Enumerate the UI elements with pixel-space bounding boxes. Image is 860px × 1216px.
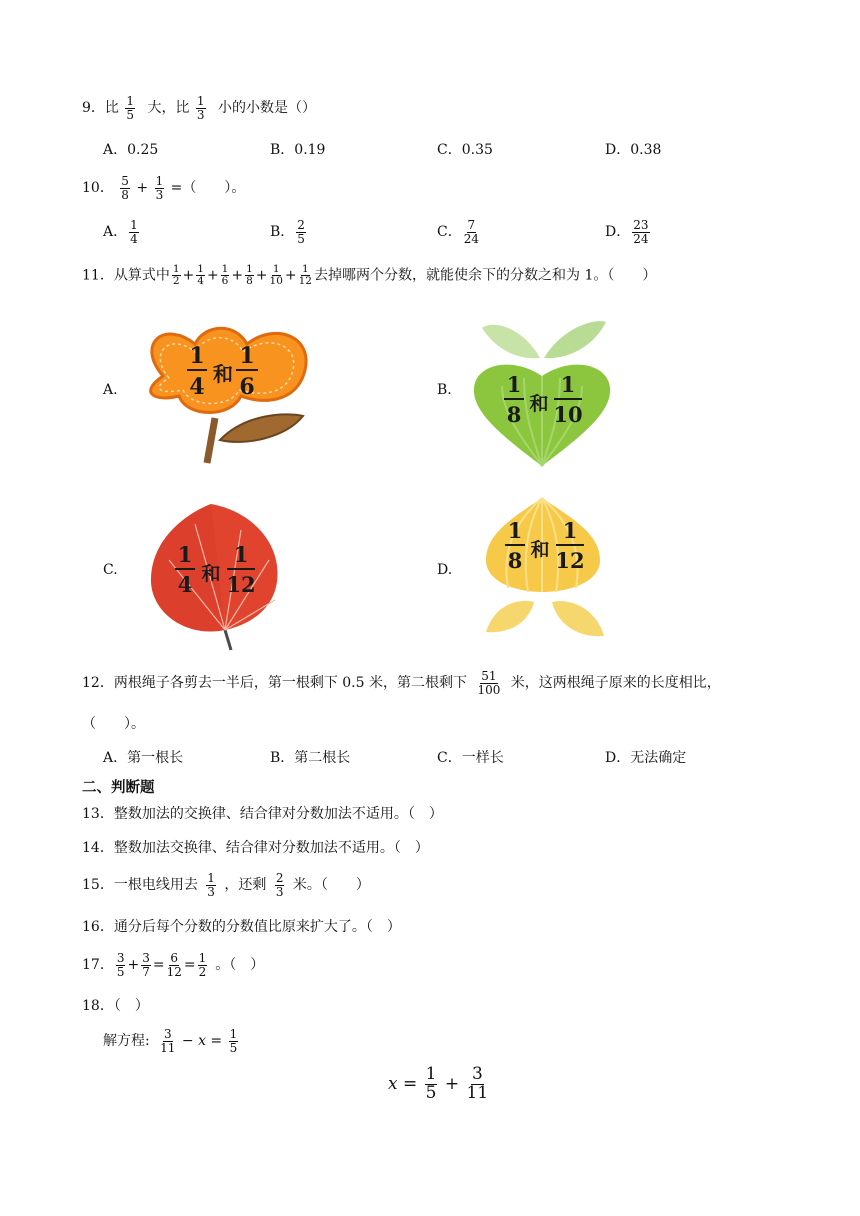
q11-option-b-leaf[interactable] [462, 316, 622, 475]
svg-text:8: 8 [507, 548, 523, 573]
question-17: 17． $\frac{3}{5}$ + $\frac{3}{7}$ = $\frac{6}{12}$ = $\frac{1}{2}$ 。（ ） [82, 951, 265, 979]
q12-option-a[interactable]: A．第一根长 [103, 750, 184, 766]
q9-tail-text: 小的小数是（） [218, 100, 317, 117]
q9-fraction-2: $\frac{1}{3}$ [196, 94, 205, 122]
q10-option-a[interactable]: A． $\frac{1}{4}$ [103, 218, 138, 246]
svg-text:和: 和 [530, 539, 550, 561]
svg-text:12: 12 [555, 548, 585, 573]
svg-text:1: 1 [507, 518, 523, 543]
svg-text:1: 1 [239, 343, 255, 369]
q12-answer-blank: （ ）。 [82, 716, 145, 732]
q10-option-d[interactable]: D． $\frac{23}{24}$ [605, 218, 649, 246]
svg-text:1: 1 [506, 372, 522, 397]
question-15: 15．一根电线用去 $\frac{1}{3}$ ，还剩 $\frac{2}{3}$ 米。（ ） [82, 871, 370, 899]
svg-text:4: 4 [189, 374, 205, 400]
q10-option-b[interactable]: B． $\frac{2}{5}$ [270, 218, 305, 246]
q9-option-d[interactable]: D．0.38 [605, 142, 662, 158]
svg-text:10: 10 [553, 402, 583, 427]
q9-option-a[interactable]: A．0.25 [103, 142, 159, 158]
svg-text:和: 和 [213, 362, 233, 386]
q9-option-c[interactable]: C．0.35 [437, 142, 493, 158]
svg-text:和: 和 [201, 563, 221, 585]
svg-text:1: 1 [560, 372, 576, 397]
question-14: 14．整数加法交换律、结合律对分数加法不适用。（ ） [82, 840, 429, 856]
question-10 [82, 175, 245, 201]
section-heading: 二、判断题 [82, 780, 155, 796]
q12-option-b[interactable]: B．第二根长 [270, 750, 351, 766]
q11-option-d-letter[interactable]: D. [437, 562, 453, 578]
svg-text:1: 1 [189, 343, 205, 369]
svg-text:1: 1 [233, 542, 249, 567]
q10-number: 10． [82, 180, 114, 197]
svg-text:和: 和 [529, 393, 549, 415]
q9-number: 9．比 [82, 100, 119, 117]
q10-option-c[interactable]: C． $\frac{7}{24}$ [437, 218, 479, 246]
q11-option-a-flower[interactable] [135, 318, 315, 472]
q18-equation: 解方程: $\frac{3}{11}$ − x = $\frac{1}{5}$ [103, 1027, 238, 1055]
svg-text:6: 6 [239, 374, 255, 400]
q11-number: 11．从算式中 [82, 267, 170, 284]
svg-text:12: 12 [226, 572, 256, 597]
q11-option-a-letter[interactable]: A. [103, 382, 118, 398]
question-16: 16．通分后每个分数的分数值比原来扩大了。（ ） [82, 919, 401, 935]
q11-option-b-letter[interactable]: B. [437, 382, 452, 398]
q10-fraction-1: $\frac{5}{8}$ [121, 174, 129, 202]
question-9 [82, 95, 316, 121]
q18-solution-step: x = $\frac{1}{5}$ + $\frac{3}{11}$ [388, 1064, 489, 1103]
q11-option-c-leaf[interactable] [145, 500, 285, 656]
svg-text:1: 1 [177, 542, 193, 567]
q9-option-b[interactable]: B．0.19 [270, 142, 326, 158]
svg-text:8: 8 [506, 402, 522, 427]
q12-option-d[interactable]: D．无法确定 [605, 750, 687, 766]
q9-middle-text: 大，比 [147, 100, 190, 117]
question-12 [82, 670, 721, 696]
q12-fraction: $\frac{51}{100}$ [477, 669, 501, 697]
q11-option-d-leaf[interactable] [472, 494, 624, 644]
svg-text:4: 4 [177, 572, 193, 597]
q10-tail-text: =（ ）。 [170, 180, 246, 197]
q12-option-c[interactable]: C．一样长 [437, 750, 504, 766]
question-11: 11．从算式中 $\frac{1}{2}$ + $\frac{1}{4}$ + $\frac{1}{6}$ + $\frac{1}{8}$ + $\frac{1}{10}$ + $\frac{1}{12}$ 去掉哪两个分数，就能使余下的分数之和为 1。（ ） [82, 263, 657, 288]
svg-text:1: 1 [562, 518, 578, 543]
q10-plus: + [136, 180, 149, 197]
q12-text-2: 米，这两根绳子原来的长度相比， [510, 675, 721, 692]
question-18: 18．（ ） [82, 998, 149, 1014]
q11-option-c-letter[interactable]: C. [103, 562, 118, 578]
q9-fraction-1: $\frac{1}{5}$ [126, 94, 135, 122]
question-13: 13．整数加法的交换律、结合律对分数加法不适用。（ ） [82, 806, 443, 822]
q10-fraction-2: $\frac{1}{3}$ [155, 174, 164, 202]
q11-tail-text: 去掉哪两个分数，就能使余下的分数之和为 1。（ ） [314, 267, 657, 284]
q12-text-1: 12．两根绳子各剪去一半后，第一根剩下 0.5 米，第二根剩下 [82, 675, 467, 692]
